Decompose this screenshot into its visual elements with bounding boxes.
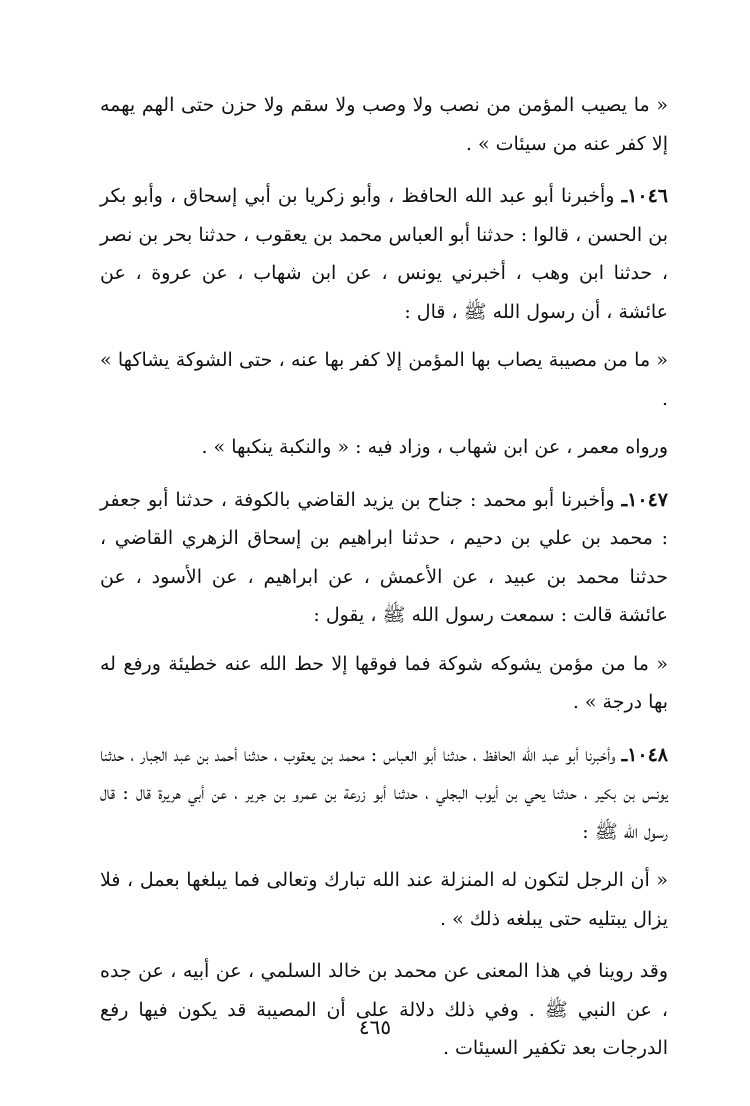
hadith-text: « ما يصيب المؤمن من نصب ولا وصب ولا سقم ولا حزن حتى الهم يهمه إلا كفر عنه من سيئات » .	[100, 94, 668, 155]
isnad-text: وأخبرنا أبو عبد الله الحافظ ، حدثنا أبو العباس : محمد بن يعقوب ، حدثنا أحمد بن عبد الجبار ، حدثنا يونس بن بكير ، حدثنا يحي بن أيوب البجلي ، حدثنا أبو زرعة بن عمرو بن جرير ، عن أبي هريرة قال : قال رسول الله ﷺ :	[100, 743, 668, 843]
closing-commentary: وقد روينا في هذا المعنى عن محمد بن خالد السلمي ، عن أبيه ، عن جده ، عن النبي ﷺ . وفي ذلك دلالة على أن المصيبة قد يكون فيها رفع الدرجات بعد تكفير السيئات .	[100, 960, 668, 1059]
hadith-number: ١٠٤٧ـ	[621, 488, 668, 511]
hadith-number: ١٠٤٦ـ	[621, 185, 668, 207]
hadith-number: ١٠٤٨ـ	[621, 743, 668, 766]
narration-1047	[100, 481, 668, 635]
hadith-text: « ما من مصيبة يصاب بها المؤمن إلا كفر بها عنه ، حتى الشوكة يشاكها » .	[100, 349, 668, 410]
page-body	[100, 86, 668, 1068]
narration-1048	[100, 736, 668, 852]
page-number: ٤٦٥	[358, 1015, 392, 1039]
hadith-text: « ما من مؤمن يشوكه شوكة فما فوقها إلا حط الله عنه خطيئة ورفع له بها درجة » .	[100, 652, 668, 713]
narration-1046	[100, 177, 668, 331]
isnad-text: وأخبرنا أبو محمد : جناح بن يزيد القاضي بالكوفة ، حدثنا أبو جعفر : محمد بن علي بن دحيم ، حدثنا ابراهيم بن إسحاق الزهري القاضي ، حدثنا محمد بن عبيد ، عن الأعمش ، عن ابراهيم ، عن الأسود ، عن عائشة قالت : سمعت رسول الله ﷺ ، يقول :	[100, 488, 668, 626]
hadith-text: « أن الرجل لتكون له المنزلة عند الله تبارك وتعالى فما يبلغها بعمل ، فلا يزال يبتليه حتى يبلغه ذلك » .	[100, 869, 668, 930]
isnad-text: وأخبرنا أبو عبد الله الحافظ ، وأبو زكريا بن أبي إسحاق ، وأبو بكر بن الحسن ، قالوا : حدثنا أبو العباس محمد بن يعقوب ، حدثنا بحر بن نصر ، حدثنا ابن وهب ، أخبرني يونس ، عن ابن شهاب ، عن عروة ، عن عائشة ، أن رسول الله ﷺ ، قال :	[100, 185, 668, 323]
narration-note: ورواه معمر ، عن ابن شهاب ، وزاد فيه : « والنكبة ينكبها » .	[201, 436, 668, 458]
